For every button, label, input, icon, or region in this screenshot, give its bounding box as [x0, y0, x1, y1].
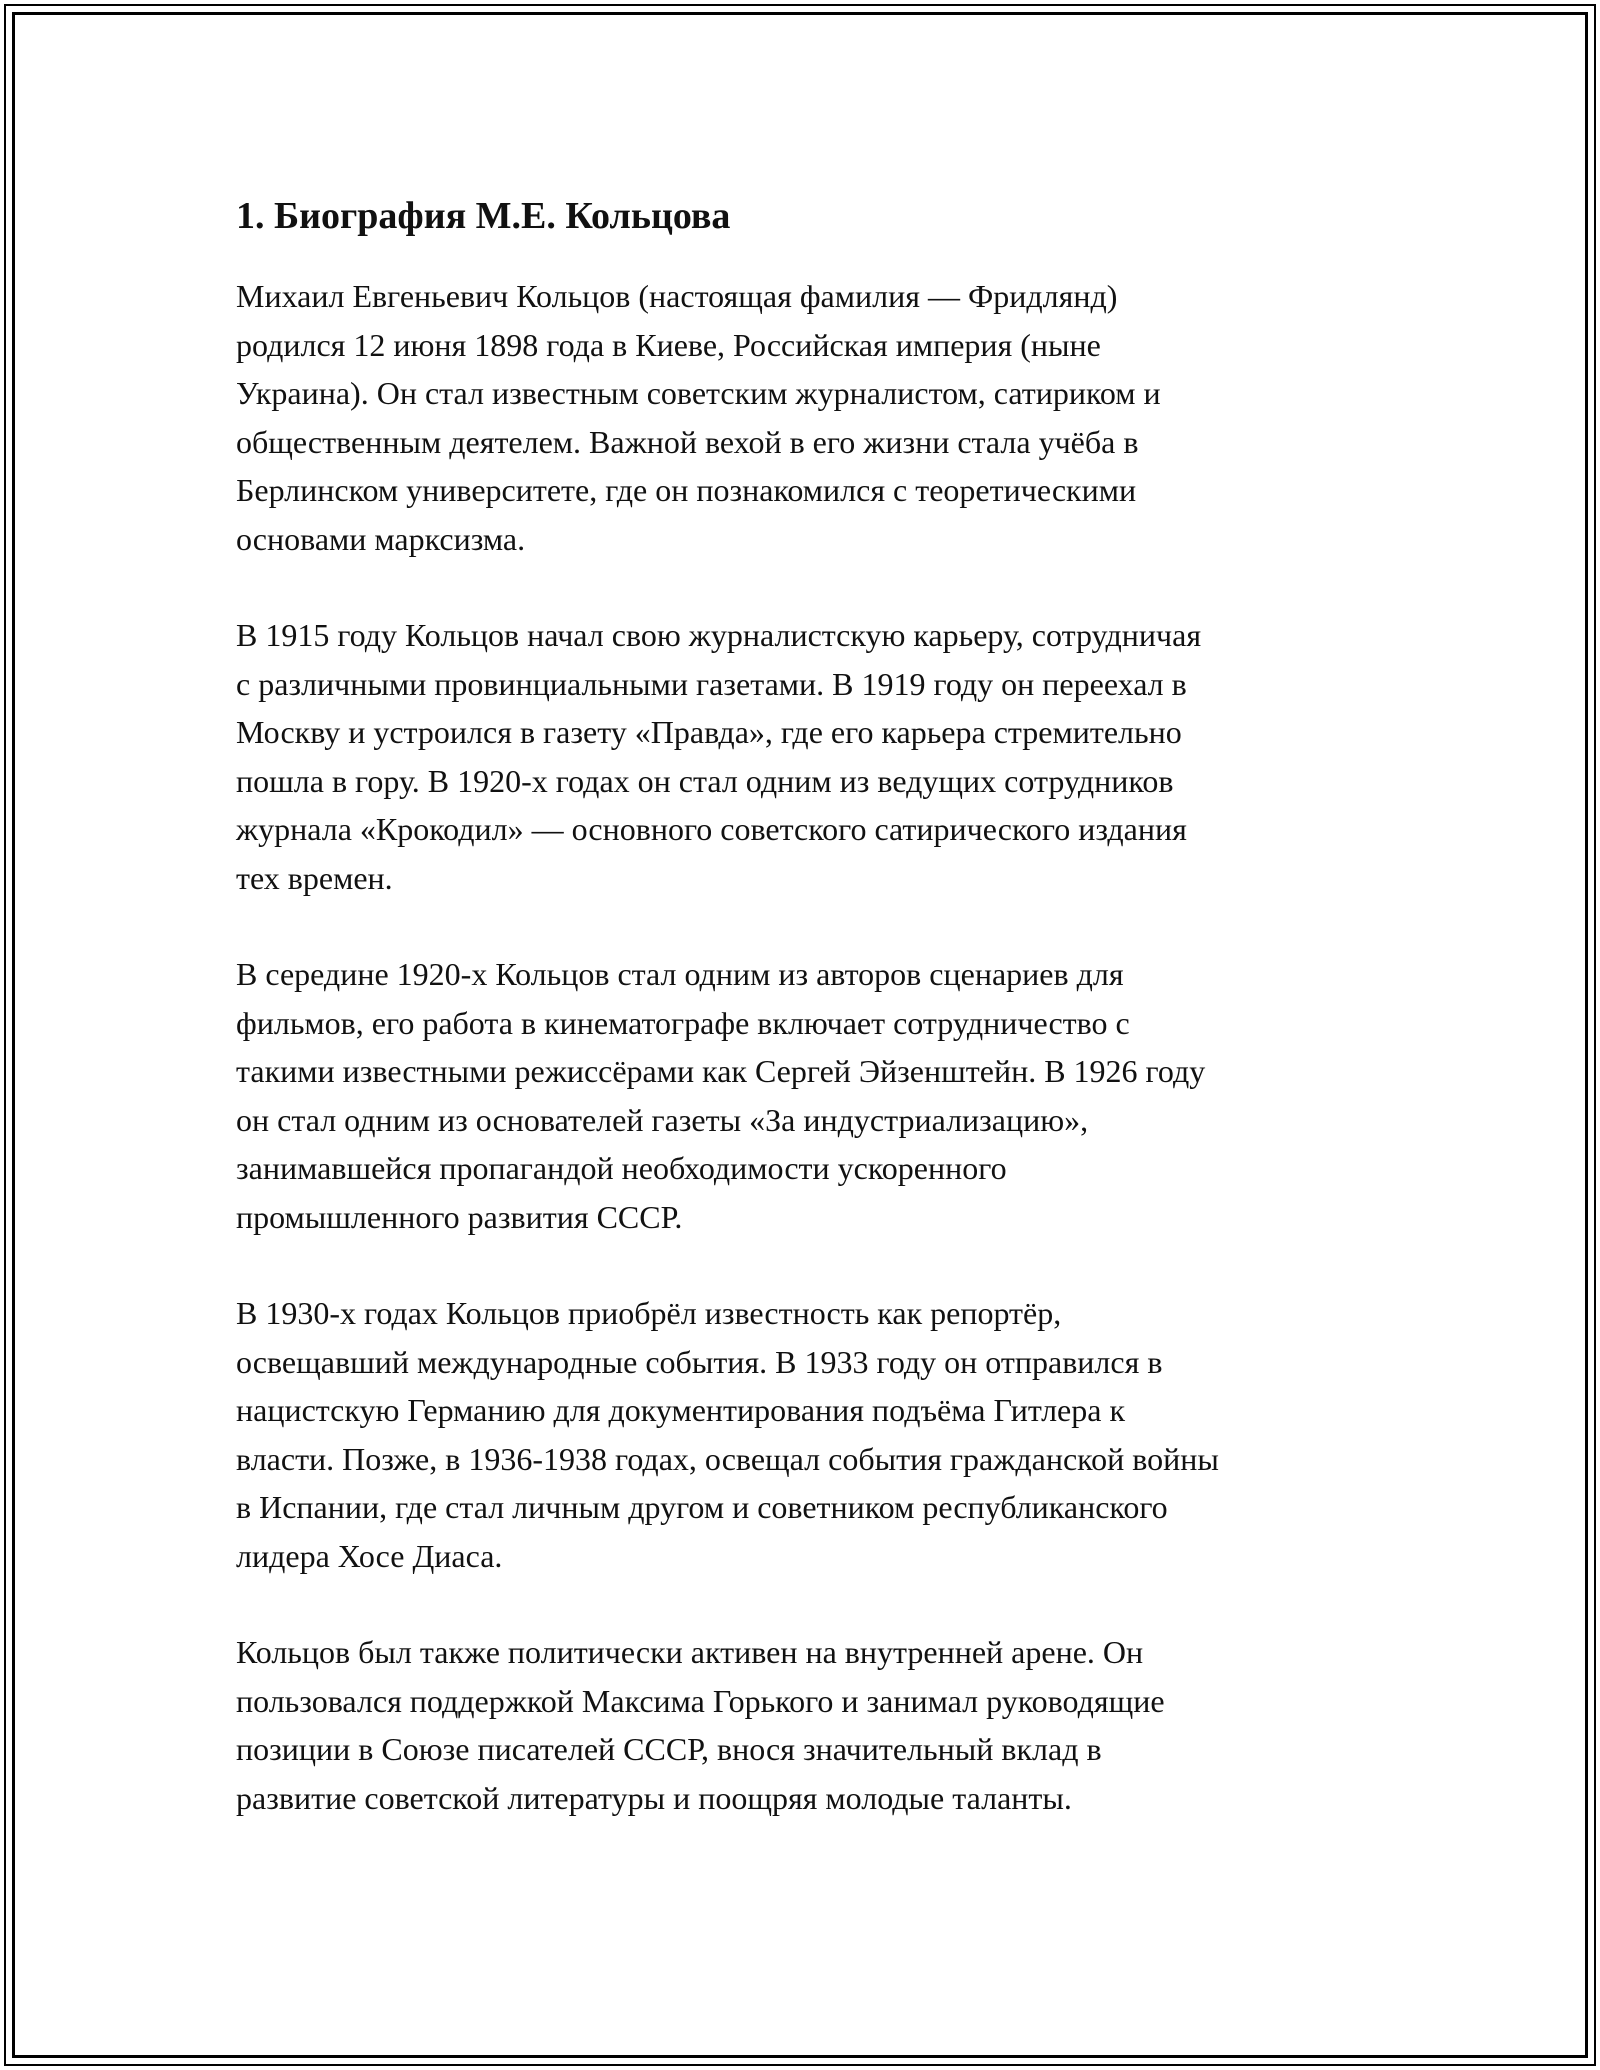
text-line: общественным деятелем. Важной вехой в его жизни стала учёба в — [236, 423, 1139, 460]
text-line: освещавший международные события. В 1933 году он отправился в — [236, 1343, 1163, 1380]
paragraph-international-reporting — [236, 1289, 1376, 1580]
text-line: развитие советской литературы и поощряя молодые таланты. — [236, 1779, 1072, 1816]
text-line: занимавшейся пропагандой необходимости ускоренного — [236, 1150, 1007, 1186]
text-line: промышленного развития СССР. — [236, 1198, 683, 1235]
text-line: такими известными режиссёрами как Сергей Эйзенштейн. В 1926 году — [236, 1053, 1206, 1089]
text-line: Москву и устроился в газету «Правда», где его карьера стремительно — [236, 714, 1182, 750]
paragraph-political-activity — [236, 1628, 1376, 1822]
paragraph-journalism-career — [236, 611, 1376, 902]
text-line: он стал одним из основателей газеты «За индустриализацию», — [236, 1101, 1089, 1138]
text-line: основами марксизма. — [236, 520, 526, 557]
text-line: журнала «Крокодил» — основного советского сатирического издания — [236, 811, 1187, 847]
text-line: Берлинском университете, где он познакомился с теоретическими — [236, 472, 1137, 508]
text-line: Михаил Евгеньевич Кольцов (настоящая фамилия — Фридлянд) — [236, 278, 1118, 314]
text-line: с различными провинциальными газетами. В 1919 году он переехал в — [236, 665, 1187, 702]
text-line: В 1930-х годах Кольцов приобрёл известность как репортёр, — [236, 1295, 1062, 1331]
text-line: лидера Хосе Диаса. — [236, 1537, 503, 1574]
text-line: тех времен. — [236, 859, 393, 896]
text-line: В середине 1920-х Кольцов стал одним из авторов сценариев для — [236, 956, 1124, 992]
text-line: власти. Позже, в 1936-1938 годах, освещал события гражданской войны — [236, 1440, 1219, 1477]
text-line: фильмов, его работа в кинематографе включает сотрудничество с — [236, 1004, 1130, 1041]
paragraph-film-work — [236, 950, 1376, 1241]
text-line: позиции в Союзе писателей СССР, внося значительный вклад в — [236, 1731, 1102, 1767]
text-line: В 1915 году Кольцов начал свою журналистскую карьеру, сотрудничая — [236, 617, 1202, 653]
text-line: пользовался поддержкой Максима Горького и занимал руководящие — [236, 1682, 1165, 1719]
text-line: родился 12 июня 1898 года в Киеве, Российская империя (ныне — [236, 326, 1101, 363]
text-line: пошла в гору. В 1920-х годах он стал одним из ведущих сотрудников — [236, 762, 1174, 799]
text-line: Кольцов был также политически активен на внутренней арене. Он — [236, 1634, 1144, 1670]
text-line: нацистскую Германию для документирования подъёма Гитлера к — [236, 1392, 1125, 1428]
document-page — [236, 188, 1376, 1870]
text-line: Украина). Он стал известным советским журналистом, сатириком и — [236, 375, 1161, 411]
section-heading: 1. Биография М.Е. Кольцова — [236, 195, 731, 237]
text-line: в Испании, где стал личным другом и советником республиканского — [236, 1489, 1168, 1525]
paragraph-biography-intro — [236, 272, 1376, 563]
